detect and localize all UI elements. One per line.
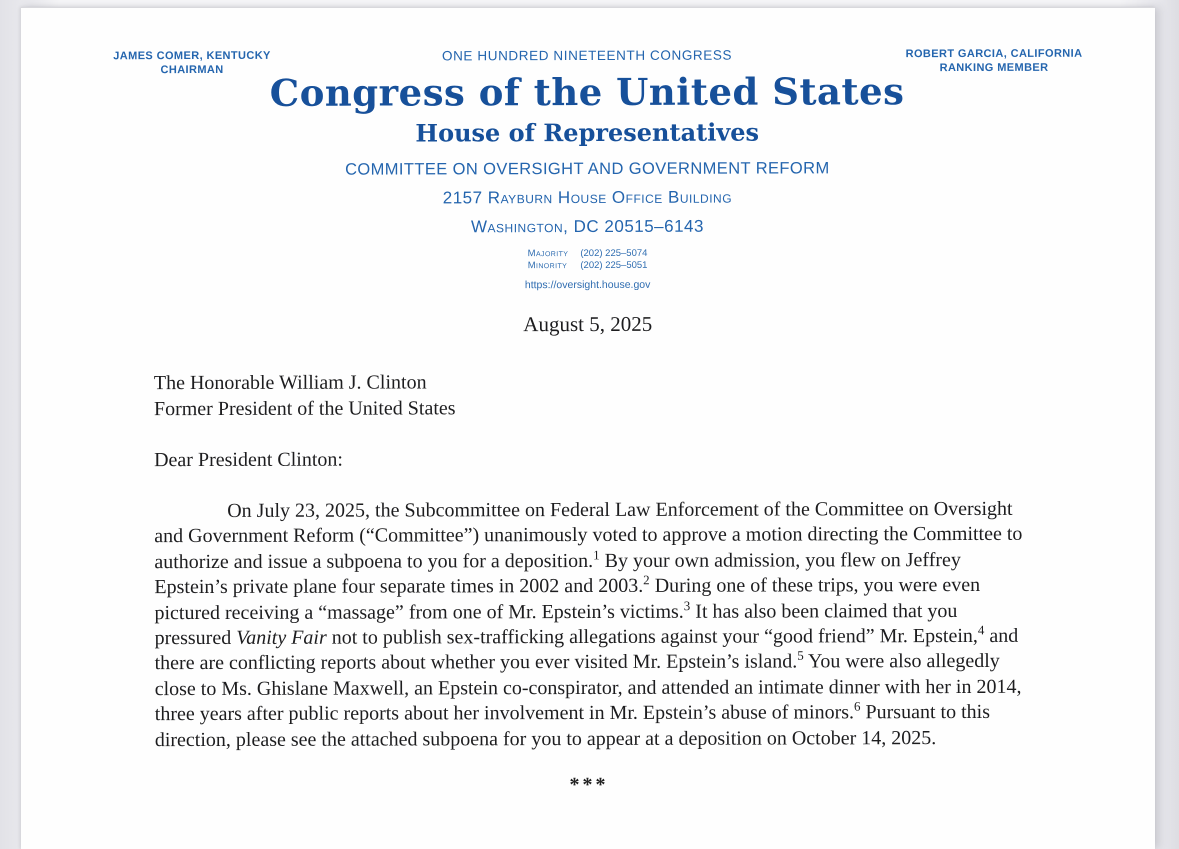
website-url: https://oversight.house.gov	[524, 278, 651, 292]
letter-paragraph: On July 23, 2025, the Subcommittee on Federal Law Enforcement of the Committee on Oversight and Government Reform (“Committee”) unanimously voted to approve a motion directing the Committee to authorize and issue a subpoena to you for a deposition.$^1$ By your own admission, you flew on Jeffrey Epstein’s private plane four separate times in 2002 and 2003.$^2$ During one of these trips, you were even pictured receiving a “massage” from one of Mr. Epstein’s victims.$^3$ It has also been claimed that you pressured Vanity Fair not to publish sex-trafficking allegations against your “good friend” Mr. Epstein,$^4$ and there are conflicting reports about whether you ever visited Mr. Epstein’s island.$^5$ You were also allegedly close to Ms. Ghislane Maxwell, an Epstein co-conspirator, and attended an intimate dinner with her in 2014, three years after public reports about her involvement in Mr. Epstein’s abuse of minors.$^6$ Pursuant to this direction, please see the attached subpoena for you to appear at a deposition on October 14, 2025.	[154, 497, 1023, 751]
phone-block	[528, 248, 648, 271]
city-name: Washington, DC	[470, 216, 600, 237]
letter-content	[20, 7, 1156, 849]
ranking-member-name: ROBERT GARCIA, CALIFORNIA	[905, 47, 1083, 61]
recipient-address-block	[21, 369, 1155, 423]
congress-title: Congress of the United States	[269, 69, 905, 115]
house-title: House of Representatives	[415, 117, 760, 148]
chairman-block	[102, 50, 282, 78]
zip-code: 20515–6143	[604, 216, 704, 236]
letter-date: August 5, 2025	[523, 311, 653, 337]
building-address: 2157 Rayburn House Office Building	[442, 187, 733, 208]
chairman-title: CHAIRMAN	[160, 63, 224, 76]
recipient-name: The Honorable William J. Clinton	[153, 371, 427, 395]
letter-page	[21, 7, 1155, 849]
ranking-member-block	[894, 48, 1094, 76]
letter-body	[21, 311, 1156, 799]
congress-session: ONE HUNDRED NINETEENTH CONGRESS	[441, 47, 733, 64]
majority-label: Majority	[527, 248, 569, 260]
majority-phone: (202) 225–5074	[580, 247, 648, 260]
letterhead	[20, 7, 1155, 293]
section-separator: ***	[569, 774, 609, 797]
minority-phone: (202) 225–5051	[580, 259, 648, 272]
letterhead-center	[20, 47, 1155, 293]
salutation: Dear President Clinton:	[154, 448, 343, 472]
ranking-member-title: RANKING MEMBER	[939, 61, 1049, 74]
recipient-title: Former President of the United States	[153, 396, 456, 420]
committee-name: COMMITTEE ON OVERSIGHT AND GOVERNMENT REFORM	[345, 159, 830, 179]
minority-label: Minority	[527, 260, 568, 272]
chairman-name: JAMES COMER, KENTUCKY	[113, 49, 271, 63]
